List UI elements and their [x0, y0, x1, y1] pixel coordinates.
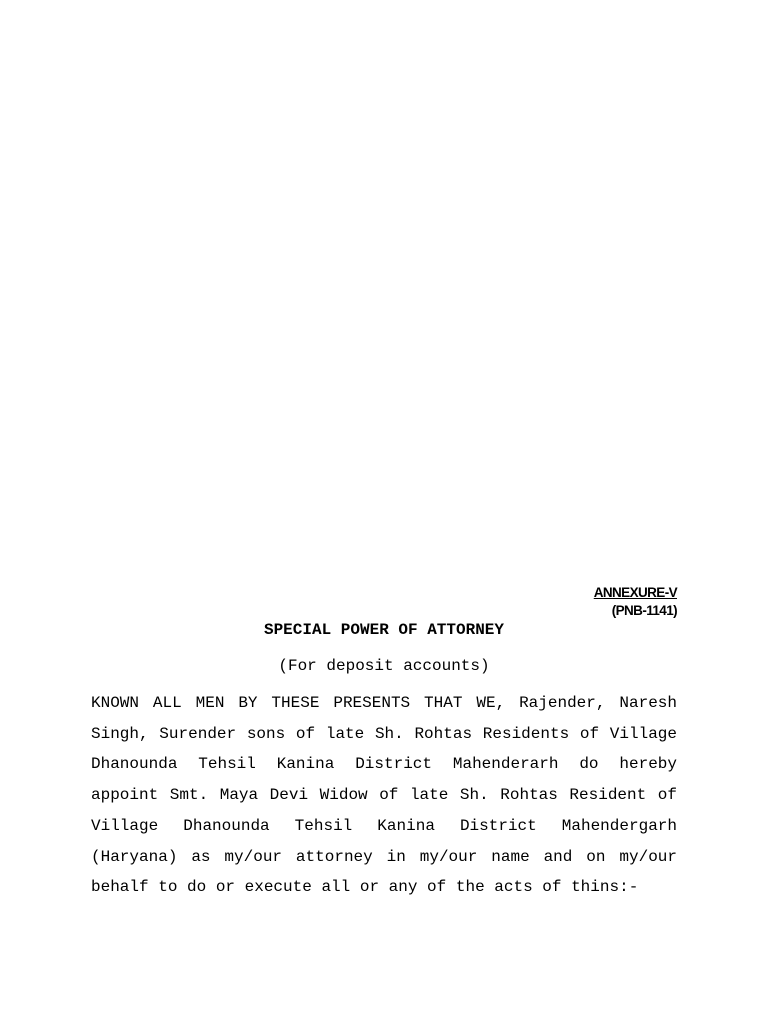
body-paragraph: KNOWN ALL MEN BY THESE PRESENTS THAT WE, Rajender, Naresh Singh, Surender sons of late Sh. Rohtas Residents of Village Dhanounda Tehsil Kanina District Mahenderarh do hereby appoint Smt. Maya Devi Widow of late Sh. Rohtas Resident of Village Dhanounda Tehsil Kanina District Mahendergarh (Haryana) as my/our attorney in my/our name and on my/our behalf to do or execute all or any of the acts of thins:- — [91, 694, 677, 897]
annexure-label: ANNEXURE-V — [593, 585, 677, 600]
document-subtitle: (For deposit accounts) — [278, 657, 490, 675]
annexure-block — [594, 584, 677, 620]
document-title: SPECIAL POWER OF ATTORNEY — [263, 621, 505, 639]
form-code: (PNB-1141) — [611, 603, 677, 618]
